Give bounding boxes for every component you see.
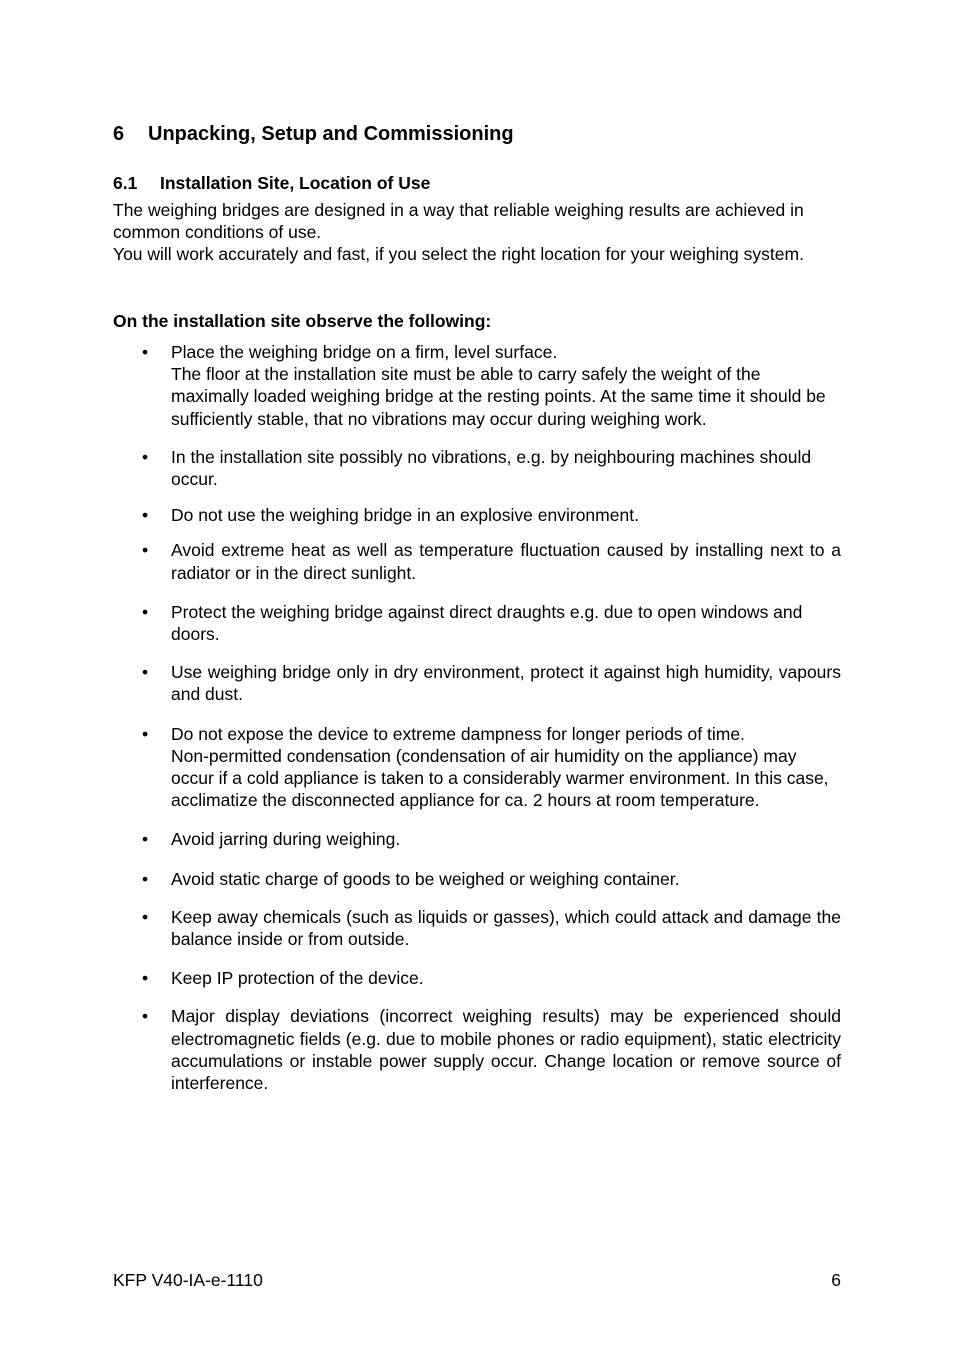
observe-heading: On the installation site observe the following: [113,311,492,331]
list-item-note: The floor at the installation site must be able to carry safely the weight of the maximally loaded weighing bridge at the resting points. At the same time it should be sufficiently stable, that no vibrations may occur during weighing work. [171,364,826,429]
list-item [113,723,841,812]
list-item-text: Keep away chemicals (such as liquids or gasses), which could attack and damage the balance inside or from outside. [171,906,841,950]
list-item [113,504,841,526]
document-page [113,0,841,1350]
list-item-text: Avoid jarring during weighing. [171,829,401,850]
list-item [113,341,841,430]
list-item-text: Avoid static charge of goods to be weighed or weighing container. [171,868,680,889]
subsection-number: 6.1 [113,173,138,193]
list-item [113,539,841,583]
bullet-icon: • [142,906,149,927]
subsection-heading [113,172,430,194]
bullet-icon: • [142,829,149,850]
intro-text [113,199,841,266]
list-item-text: Place the weighing bridge on a firm, level surface. [171,342,558,362]
list-item-text: Do not use the weighing bridge in an explosive environment. [171,505,639,526]
list-item [113,906,841,950]
section-number: 6 [113,123,125,145]
bullet-icon: • [142,601,149,622]
intro-paragraph: You will work accurately and fast, if you select the right location for your weighing system. [113,244,804,265]
list-item-text: Major display deviations (incorrect weighing results) may be experienced should electromagnetic fields (e.g. due to mobile phones or radio equipment), static electricity accumulations or instable power supply occur. Change location or remove source of interference. [171,1006,841,1094]
list-item-text: Avoid extreme heat as well as temperature fluctuation caused by installing next to a radiator or in the direct sunlight. [171,540,841,583]
bullet-icon: • [142,868,149,889]
list-item-text: Protect the weighing bridge against direct draughts e.g. due to open windows and doors. [171,601,803,645]
footer-document-id: KFP V40-IA-e-1110 [113,1270,263,1290]
list-item [113,967,841,989]
list-item-text: Use weighing bridge only in dry environment, protect it against high humidity, vapours and dust. [171,662,841,705]
list-item [113,446,841,490]
list-item-text: Do not expose the device to extreme dampness for longer periods of time. [171,723,745,744]
bullet-icon: • [142,723,149,744]
section-heading [113,121,514,147]
intro-paragraph: The weighing bridges are designed in a way that reliable weighing results are achieved in common conditions of use. [113,200,804,243]
list-item [113,828,841,850]
subsection-title: Installation Site, Location of Use [160,173,431,193]
list-item [113,601,841,645]
installation-guidelines-list [113,341,841,1110]
bullet-icon: • [142,342,149,362]
list-item [113,661,841,705]
bullet-icon: • [142,1006,149,1027]
bullet-icon: • [142,968,149,989]
list-item-text: In the installation site possibly no vibrations, e.g. by neighbouring machines should occur. [171,446,812,490]
bullet-icon: • [142,505,149,526]
bullet-icon: • [142,446,149,467]
bullet-icon: • [142,662,149,683]
list-item-note: Non-permitted condensation (condensation of air humidity on the appliance) may occur if a cold appliance is taken to a considerably warmer environment. In this case, acclimatize the disconnected appliance for ca. 2 hours at room temperature. [171,745,829,811]
bullet-icon: • [142,540,149,561]
section-title: Unpacking, Setup and Commissioning [148,123,514,145]
list-item [113,868,841,890]
footer-page-number: 6 [831,1270,841,1290]
list-item-text: Keep IP protection of the device. [171,968,424,989]
list-item [113,1005,841,1094]
